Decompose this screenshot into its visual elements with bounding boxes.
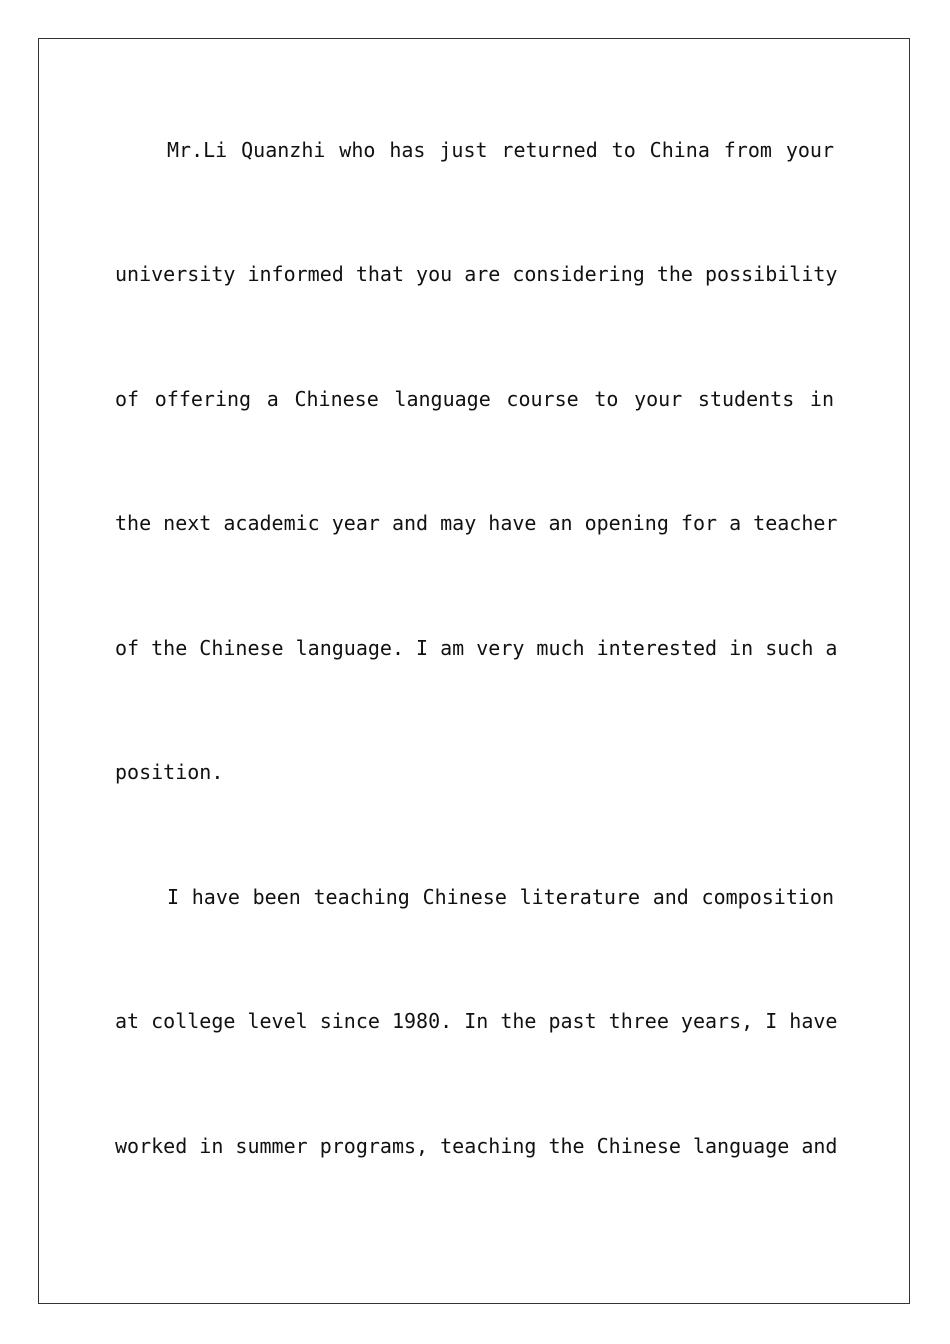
paragraph-1-line-3: of offering a Chinese language course to your students in [115,387,834,411]
paragraph-1-line-4: the next academic year and may have an opening for a teacher [115,511,838,535]
paragraph-1-line-6: position. [115,760,224,784]
paragraph-1-line-2: university informed that you are considering the possibility [115,262,838,286]
paragraph-2-line-3: worked in summer programs, teaching the Chinese language and [115,1134,838,1158]
paragraph-1-line-5: of the Chinese language. I am very much interested in such a [115,636,838,660]
paragraph-2-line-2: at college level since 1980. In the past three years, I have [115,1009,838,1033]
paragraph-1-line-1: Mr.Li Quanzhi who has just returned to China from your [167,138,834,162]
paragraph-2-line-1: I have been teaching Chinese literature and composition [167,885,834,909]
page-frame [38,38,910,1304]
